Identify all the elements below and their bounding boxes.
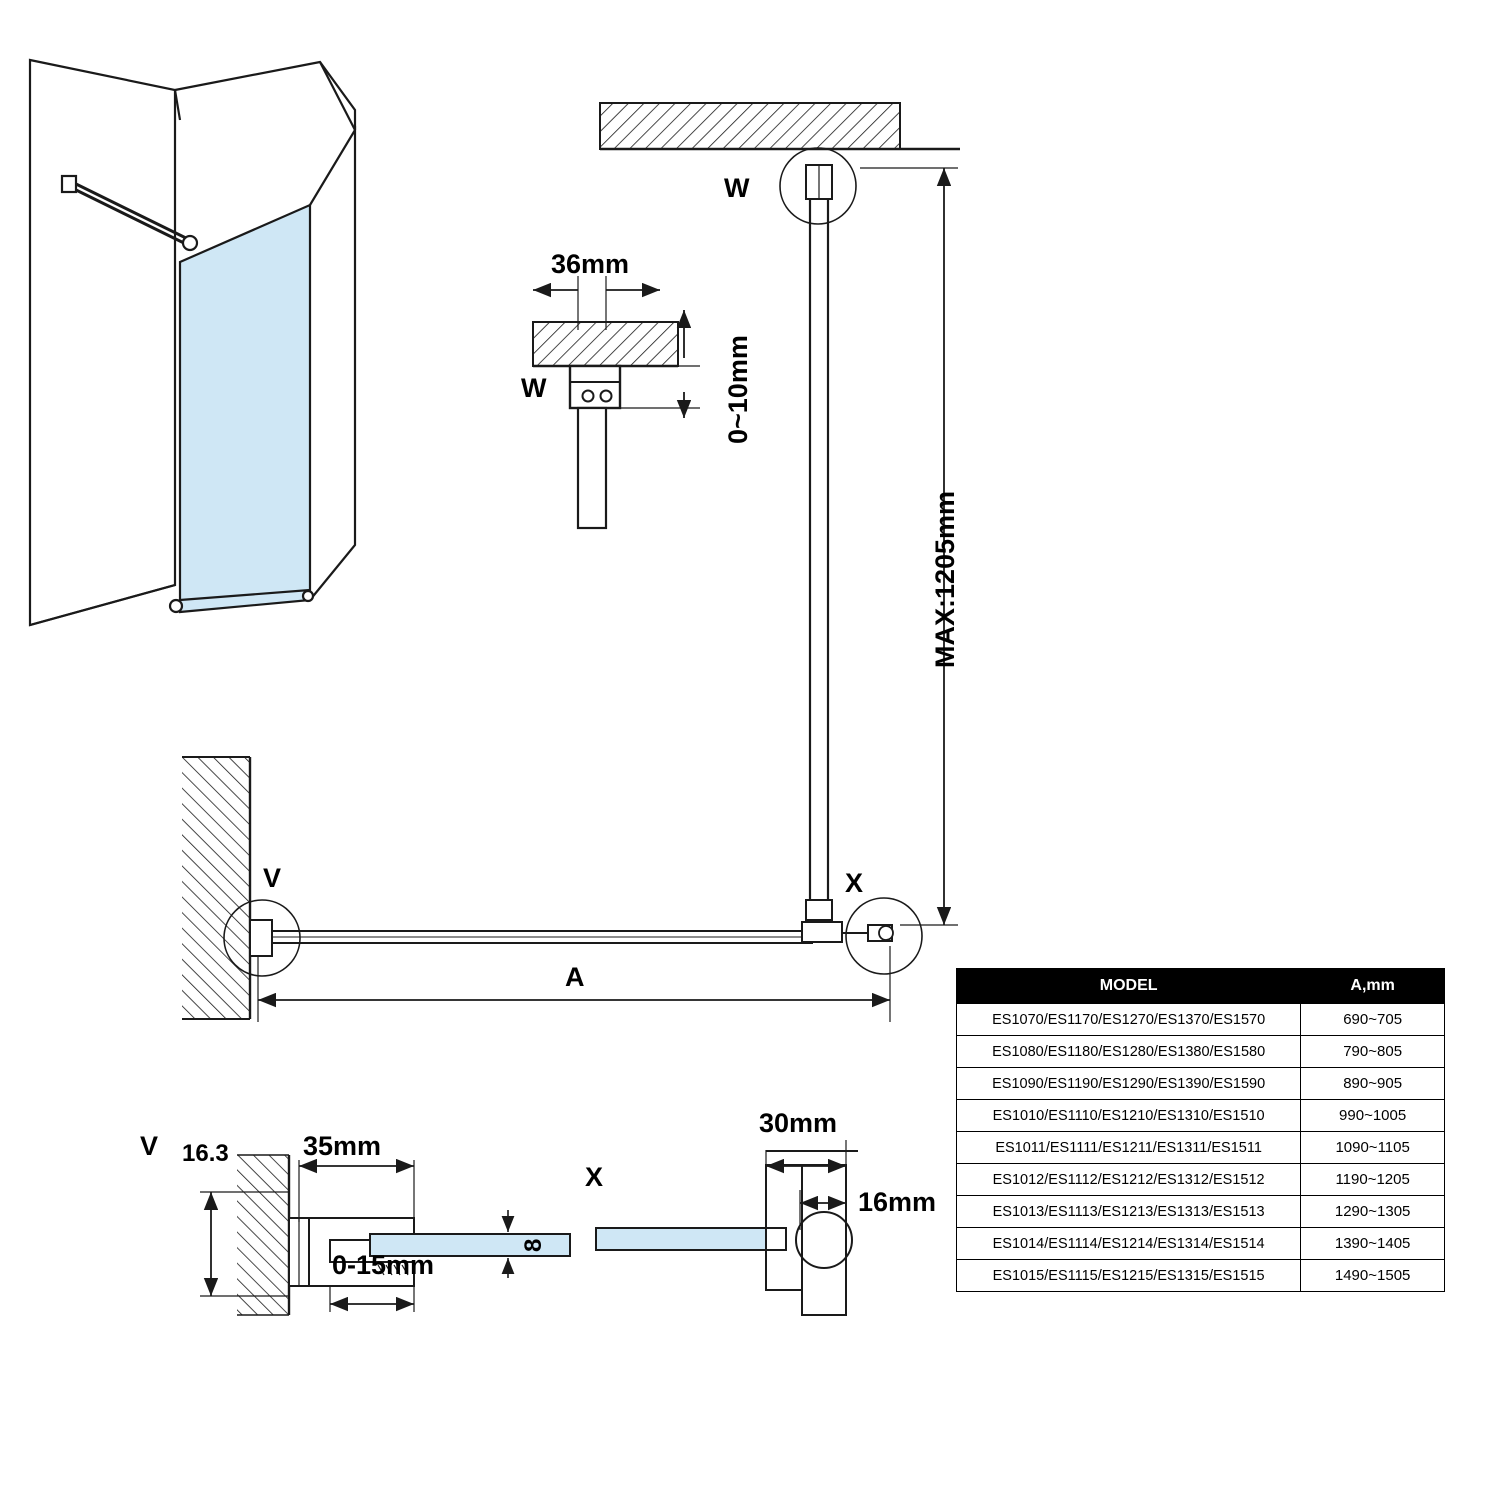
- cell-model: ES1070/ES1170/ES1270/ES1370/ES1570: [957, 1004, 1301, 1036]
- table-row: [957, 1068, 1445, 1100]
- dim-glass-thickness-8: 8: [520, 1238, 547, 1252]
- model-spec-table: [956, 968, 1445, 1292]
- label-x-plan: X: [845, 868, 864, 898]
- header-a-mm: A,mm: [1301, 969, 1445, 1004]
- cell-model: ES1090/ES1190/ES1290/ES1390/ES1590: [957, 1068, 1301, 1100]
- table-row: [957, 1196, 1445, 1228]
- label-v-plan: V: [263, 863, 282, 893]
- header-model: MODEL: [957, 969, 1301, 1004]
- cell-a: 790~805: [1301, 1036, 1445, 1068]
- cell-model: ES1011/ES1111/ES1211/ES1311/ES1511: [957, 1132, 1301, 1164]
- cell-a: 990~1005: [1301, 1100, 1445, 1132]
- table-row: [957, 1036, 1445, 1068]
- cell-model: ES1015/ES1115/ES1215/ES1315/ES1515: [957, 1260, 1301, 1292]
- cell-a: 890~905: [1301, 1068, 1445, 1100]
- cell-model: ES1080/ES1180/ES1280/ES1380/ES1580: [957, 1036, 1301, 1068]
- table-row: [957, 1260, 1445, 1292]
- cell-a: 1490~1505: [1301, 1260, 1445, 1292]
- label-w-elevation: W: [724, 173, 750, 203]
- dim-36mm: 36mm: [551, 249, 630, 279]
- table-row: [957, 1004, 1445, 1036]
- label-x-detail: X: [585, 1162, 604, 1192]
- dim-a: A: [565, 962, 585, 992]
- dim-max-height: MAX:1205mm: [930, 490, 960, 668]
- detail-x-section: [596, 1140, 858, 1315]
- dim-16-3: 16.3: [182, 1140, 229, 1167]
- cell-a: 690~705: [1301, 1004, 1445, 1036]
- dim-0-15mm: 0-15mm: [332, 1250, 435, 1280]
- table-row: [957, 1164, 1445, 1196]
- label-v-detail: V: [140, 1131, 159, 1161]
- perspective-view: [30, 60, 355, 625]
- detail-w-bracket: [533, 276, 700, 528]
- cell-model: ES1013/ES1113/ES1213/ES1313/ES1513: [957, 1196, 1301, 1228]
- cell-a: 1190~1205: [1301, 1164, 1445, 1196]
- cell-model: ES1012/ES1112/ES1212/ES1312/ES1512: [957, 1164, 1301, 1196]
- cell-model: ES1010/ES1110/ES1210/ES1310/ES1510: [957, 1100, 1301, 1132]
- dim-0-10mm: 0~10mm: [723, 335, 753, 444]
- elevation-view: [600, 103, 960, 925]
- cell-a: 1090~1105: [1301, 1132, 1445, 1164]
- dim-30mm: 30mm: [759, 1108, 838, 1138]
- label-w-detail: W: [521, 373, 547, 403]
- dim-16mm: 16mm: [858, 1187, 937, 1217]
- cell-a: 1390~1405: [1301, 1228, 1445, 1260]
- table-header-row: [957, 969, 1445, 1004]
- table-row: [957, 1228, 1445, 1260]
- table-row: [957, 1132, 1445, 1164]
- table-row: [957, 1100, 1445, 1132]
- cell-model: ES1014/ES1114/ES1214/ES1314/ES1514: [957, 1228, 1301, 1260]
- cell-a: 1290~1305: [1301, 1196, 1445, 1228]
- dim-35mm: 35mm: [303, 1131, 382, 1161]
- detail-v-section: [200, 1155, 570, 1315]
